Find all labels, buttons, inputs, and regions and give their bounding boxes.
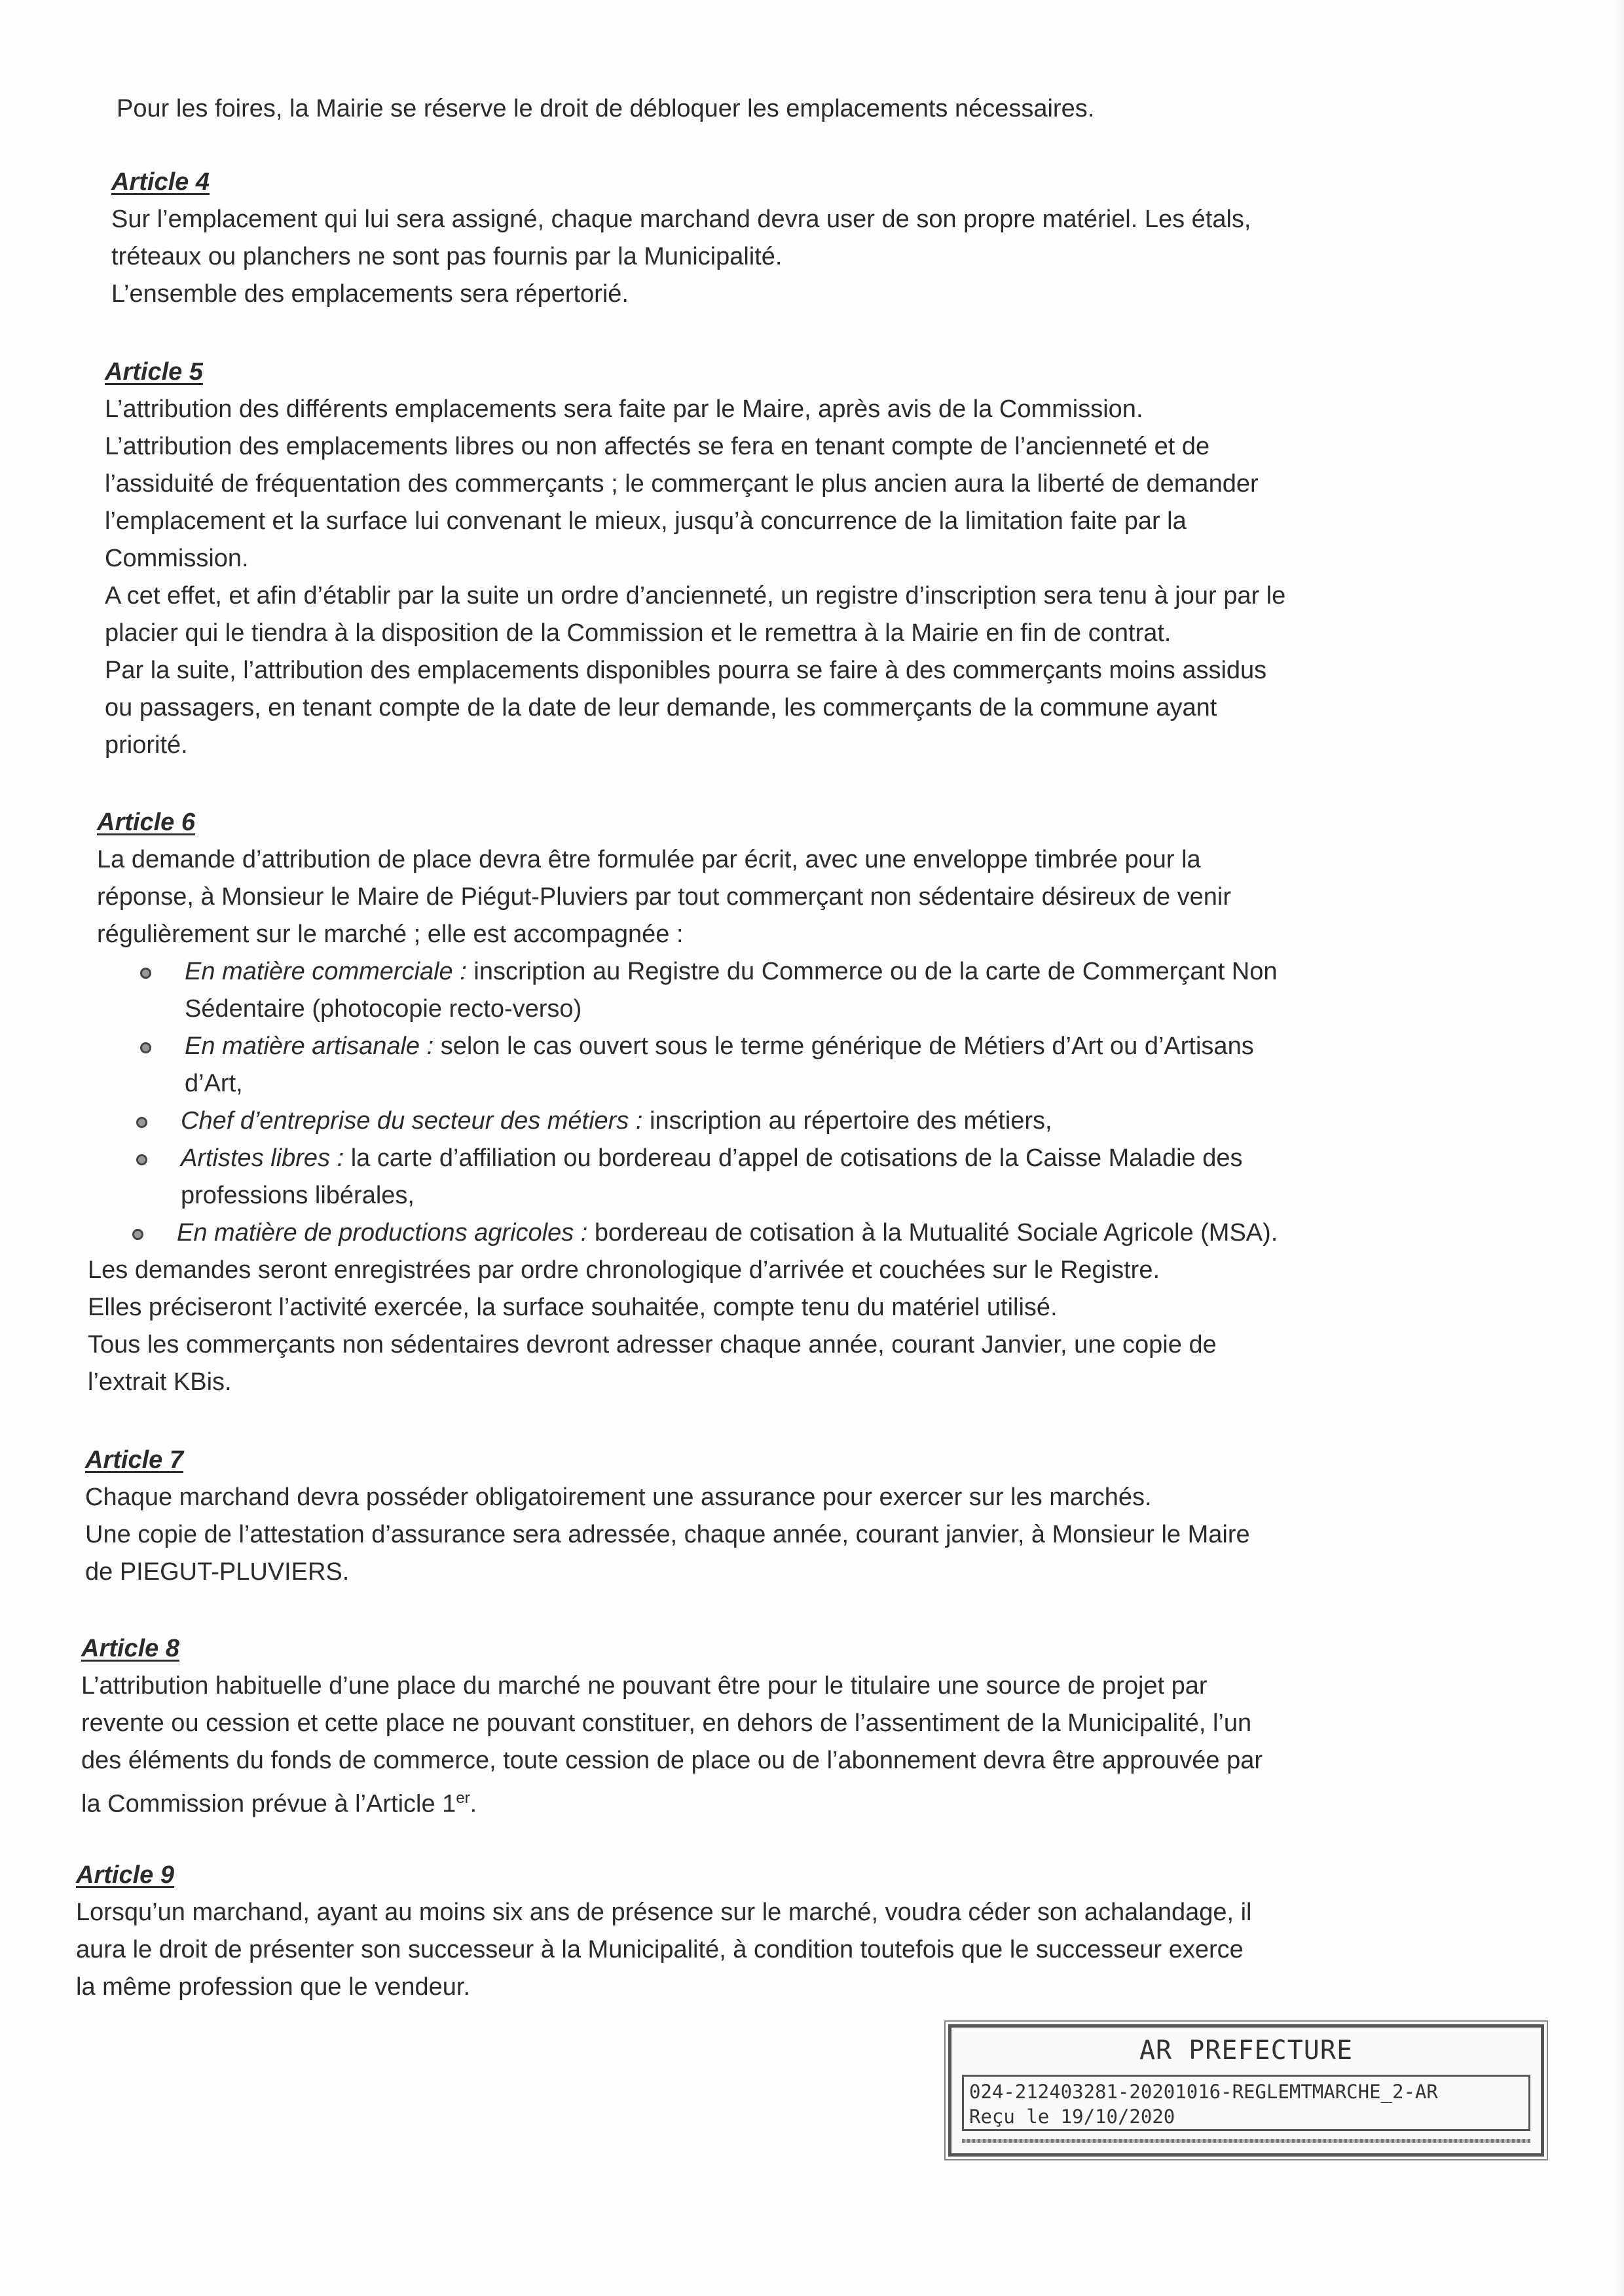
- list-item: [181, 1140, 1623, 1214]
- article-5-line: L’attribution des emplacements libres ou non affectés se fera en tenant compte de l’ancienneté et de: [105, 433, 1210, 460]
- article-5-line: l’assiduité de fréquentation des commerçants ; le commerçant le plus ancien aura la liberté de demander: [105, 470, 1259, 498]
- list-item-text: inscription au répertoire des métiers,: [642, 1107, 1052, 1135]
- stamp-title: AR PREFECTURE: [1139, 2035, 1354, 2066]
- article-6-line: réponse, à Monsieur le Maire de Piégut-Pluviers par tout commerçant non sédentaire désireux de venir: [97, 883, 1232, 911]
- article-8-line: revente ou cession et cette place ne pouvant constituer, en dehors de l’assentiment de la Municipalité, l’un: [81, 1709, 1252, 1737]
- article-7-heading: Article 7: [85, 1446, 183, 1474]
- list-item-term: En matière commerciale :: [185, 958, 467, 985]
- list-item-text: d’Art,: [185, 1070, 243, 1097]
- article-8-last-line: la Commission prévue à l’Article 1: [81, 1790, 456, 1818]
- article-7: [85, 1442, 1611, 1591]
- list-item: [185, 953, 1623, 1028]
- article-5-line: placier qui le tiendra à la disposition de la Commission et le remettra à la Mairie en fin de contrat.: [105, 619, 1172, 647]
- article-5-heading: Article 5: [105, 358, 203, 386]
- scan-edge-shadow: [1615, 0, 1624, 2296]
- article-6-heading: Article 6: [97, 809, 195, 836]
- article-5-line: ou passagers, en tenant compte de la date de leur demande, les commerçants de la commune ayant: [105, 694, 1217, 721]
- article-9-line: la même profession que le vendeur.: [76, 1973, 471, 2001]
- list-item-term: Artistes libres :: [181, 1144, 344, 1172]
- list-item: [181, 1102, 1623, 1140]
- article-5-line: L’attribution des différents emplacements sera faite par le Maire, après avis de la Commission.: [105, 395, 1143, 423]
- list-item-term: En matière de productions agricoles :: [177, 1219, 588, 1247]
- article-5-line: l’emplacement et la surface lui convenant le mieux, jusqu’à concurrence de la limitation faite par la: [105, 507, 1187, 535]
- article-4-heading: Article 4: [111, 168, 210, 196]
- article-6-line: l’extrait KBis.: [88, 1368, 232, 1396]
- ordinal-superscript: er: [456, 1789, 470, 1807]
- article-6-line: La demande d’attribution de place devra être formulée par écrit, avec une enveloppe timbrée pour la: [97, 846, 1201, 873]
- article-5: [105, 354, 1624, 764]
- article-7-line: Une copie de l’attestation d’assurance sera adressée, chaque année, courant janvier, à Monsieur le Maire: [85, 1521, 1250, 1548]
- article-9-heading: Article 9: [76, 1861, 174, 1889]
- intro-text: Pour les foires, la Mairie se réserve le droit de débloquer les emplacements nécessaires.: [117, 95, 1095, 122]
- requirements-list: [97, 953, 1623, 1252]
- list-item-text: Sédentaire (photocopie recto-verso): [185, 995, 582, 1023]
- article-8-line: [81, 1779, 1607, 1823]
- article-7-line: Chaque marchand devra posséder obligatoirement une assurance pour exercer sur les marchés.: [85, 1484, 1152, 1511]
- list-item-text: inscription au Registre du Commerce ou de la carte de Commerçant Non: [466, 958, 1278, 985]
- list-item-term: Chef d’entreprise du secteur des métiers :: [181, 1107, 643, 1135]
- article-6-line: Tous les commerçants non sédentaires devront adresser chaque année, courant Janvier, une copie de: [88, 1331, 1217, 1358]
- article-7-line: de PIEGUT-PLUVIERS.: [85, 1558, 350, 1586]
- intro-paragraph: [117, 90, 1624, 128]
- list-item: [185, 1028, 1623, 1102]
- list-item-text: selon le cas ouvert sous le terme générique de Métiers d’Art ou d’Artisans: [434, 1032, 1254, 1060]
- article-6: [88, 804, 1623, 1401]
- article-4-line: tréteaux ou planchers ne sont pas fournis par la Municipalité.: [111, 243, 783, 270]
- article-5-line: Commission.: [105, 545, 249, 572]
- stamp-received-date: Reçu le 19/10/2020: [969, 2105, 1175, 2128]
- article-6-line: régulièrement sur le marché ; elle est accompagnée :: [97, 920, 684, 948]
- article-4: [111, 164, 1624, 313]
- list-item-text: bordereau de cotisation à la Mutualité Sociale Agricole (MSA).: [587, 1219, 1278, 1247]
- article-9-line: Lorsqu’un marchand, ayant au moins six ans de présence sur le marché, voudra céder son achalandage, il: [76, 1899, 1252, 1926]
- article-5-line: A cet effet, et afin d’établir par la suite un ordre d’ancienneté, un registre d’inscription sera tenu à jour par le: [105, 582, 1286, 610]
- article-8-line: L’attribution habituelle d’une place du marché ne pouvant être pour le titulaire une source de projet par: [81, 1672, 1208, 1700]
- article-5-line: Par la suite, l’attribution des emplacements disponibles pourra se faire à des commerçants moins assidus: [105, 657, 1267, 684]
- article-8-line: des éléments du fonds de commerce, toute cession de place ou de l’abonnement devra être approuvée par: [81, 1747, 1263, 1774]
- list-item-text: professions libérales,: [181, 1182, 415, 1209]
- article-9-line: aura le droit de présenter son successeur à la Municipalité, à condition toutefois que le successeur exerce: [76, 1936, 1244, 1963]
- article-6-line: Elles préciseront l’activité exercée, la surface souhaitée, compte tenu du matériel utilisé.: [88, 1294, 1058, 1321]
- list-item-term: En matière artisanale :: [185, 1032, 434, 1060]
- article-6-line: Les demandes seront enregistrées par ordre chronologique d’arrivée et couchées sur le Registre.: [88, 1256, 1160, 1284]
- article-8-last-line-end: .: [470, 1790, 477, 1818]
- list-item: [177, 1214, 1623, 1252]
- stamp-reference: 024-212403281-20201016-REGLEMTMARCHE_2-AR: [969, 2081, 1438, 2103]
- list-item-text: la carte d’affiliation ou bordereau d’appel de cotisations de la Caisse Maladie des: [344, 1144, 1243, 1172]
- stamp-details-box: [962, 2075, 1530, 2131]
- article-4-line: Sur l’emplacement qui lui sera assigné, chaque marchand devra user de son propre matériel. Les étals,: [111, 206, 1251, 233]
- prefecture-stamp: [948, 2024, 1544, 2157]
- article-9: [76, 1857, 1602, 2006]
- article-5-line: priorité.: [105, 731, 188, 759]
- stamp-bottom-border: [962, 2139, 1530, 2143]
- article-8-heading: Article 8: [81, 1635, 179, 1662]
- article-4-line: L’ensemble des emplacements sera répertorié.: [111, 280, 629, 308]
- article-8: [81, 1630, 1607, 1823]
